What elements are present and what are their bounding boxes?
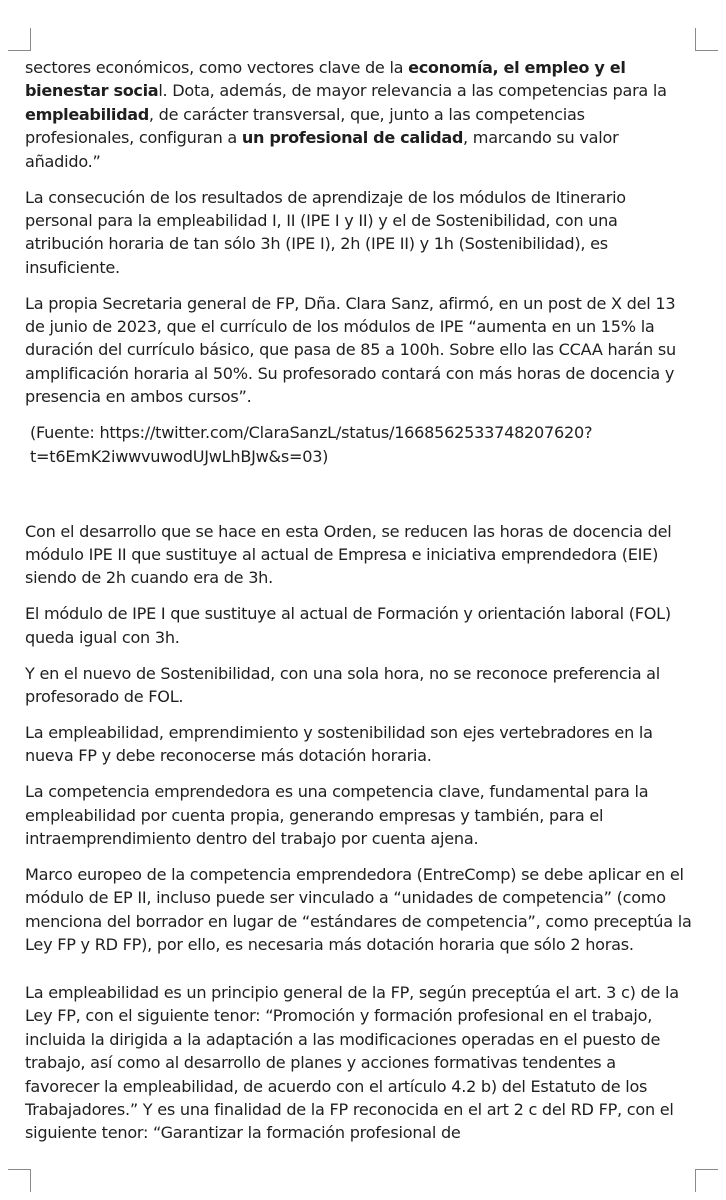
crop-mark-top-right [695, 28, 718, 51]
document-page [25, 56, 693, 1157]
paragraph-1-text-a: sectores económicos, como vectores clave de la [25, 58, 409, 77]
paragraph-4: Con el desarrollo que se hace en esta Orden, se reducen las horas de docencia del módulo IPE II que sustituye al actual de Empresa e iniciativa emprendedora (EIE) siendo de 2h cuando era de 3h. [25, 521, 672, 588]
paragraph-1 [25, 56, 693, 173]
paragraph-7: La empleabilidad, emprendimiento y sostenibilidad son ejes vertebradores en la nueva FP y debe reconocerse más dotación horaria. [25, 722, 653, 766]
paragraph-10: La empleabilidad es un principio general de la FP, según preceptúa el art. 3 c) de la Ley FP, con el siguiente tenor: “Promoción y formación profesional en el trabajo, incluida la dirigida a la adaptación a las modificaciones operadas en el puesto de trabajo, así como al desarrollo de planes y acciones formativas tendentes a favorecer la empleabilidad, de acuerdo con el artículo 4.2 b) del Estatuto de los Trabajadores.” Y es una finalidad de la FP reconocida en el art 2 c del RD FP, con el siguiente tenor: “Garantizar la formación profesional de [25, 983, 679, 1143]
crop-mark-bottom-left [8, 1169, 31, 1192]
paragraph-1-bold-b: empleabilidad [25, 104, 149, 124]
spacer [25, 481, 693, 520]
paragraph-1-bold-a: economía, el empleo y el bienestar socia [25, 58, 626, 101]
paragraph-5: El módulo de IPE I que sustituye al actual de Formación y orientación laboral (FOL) queda igual con 3h. [25, 604, 671, 647]
paragraph-3: La propia Secretaria general de FP, Dña. Clara Sanz, afirmó, en un post de X del 13 de junio de 2023, que el currículo de los módulos de IPE “aumenta en un 15% la duración del currículo básico, que pasa de 85 a 100h. Sobre ello las CCAA harán su amplificación horaria al 50%. Su profesorado contará con más horas de docencia y presencia en ambos cursos”. [25, 293, 676, 407]
paragraph-9: Marco europeo de la competencia emprendedora (EntreComp) se debe aplicar en el módulo de EP II, incluso puede ser vinculado a “unidades de competencia” (como menciona del borrador en lugar de “estándares de competencia”, como preceptúa la Ley FP y RD FP), por ello, es necesaria más dotación horaria que sólo 2 horas. [25, 864, 692, 955]
paragraph-6: Y en el nuevo de Sostenibilidad, con una sola hora, no se reconoce preferencia al profesorado de FOL. [25, 663, 661, 706]
paragraph-2: La consecución de los resultados de aprendizaje de los módulos de Itinerario personal para la empleabilidad I, II (IPE I y II) y el de Sostenibilidad, con una atribución horaria de tan sólo 3h (IPE I), 2h (IPE II) y 1h (Sostenibilidad), es insuficiente. [25, 187, 626, 277]
paragraph-1-text-b: l. Dota, además, de mayor relevancia a las competencias para la [158, 81, 667, 101]
crop-mark-bottom-right [695, 1169, 718, 1192]
crop-mark-top-left [8, 28, 31, 51]
paragraph-1-text-c: , de carácter transversal, que, junto a las competencias profesionales, configuran a [25, 104, 585, 148]
spacer [25, 969, 693, 981]
paragraph-8: La competencia emprendedora es una competencia clave, fundamental para la empleabilidad por cuenta propia, generando empresas y también, para el intraemprendimiento dentro del trabajo por cuenta ajena. [25, 782, 649, 848]
source-citation: (Fuente: https://twitter.com/ClaraSanzL/status/1668562533748207620?t=t6EmK2iwwvuwodUJwLhBJw&s=03) [30, 423, 593, 466]
paragraph-1-bold-c: un profesional de calidad [241, 128, 464, 148]
paragraph-1-text-d: , marcando su valor añadido.” [25, 128, 619, 171]
